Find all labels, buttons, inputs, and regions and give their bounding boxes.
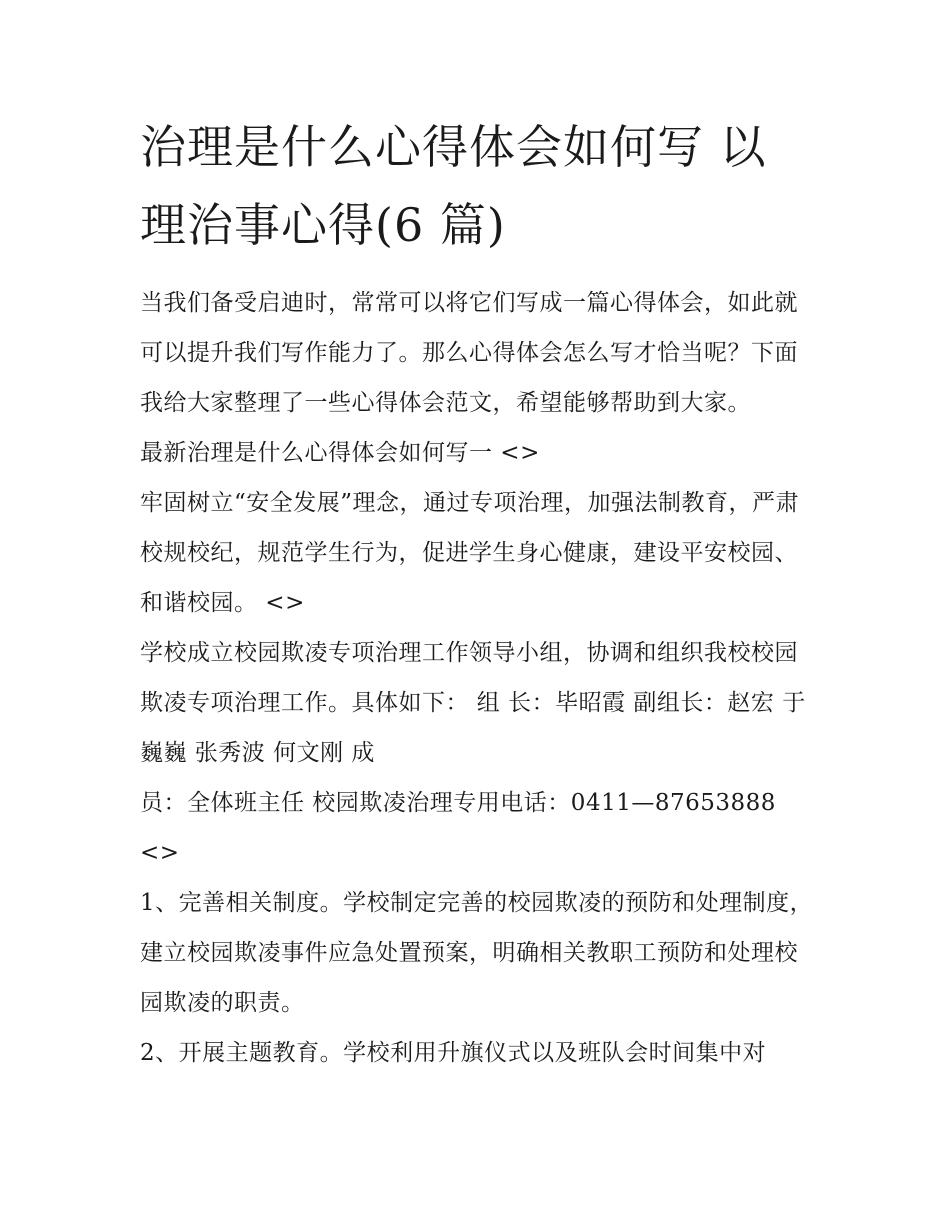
paragraph-item-2: 2、开展主题教育。学校利用升旗仪式以及班队会时间集中对 xyxy=(140,1040,767,1066)
paragraph-section-heading: 最新治理是什么心得体会如何写一 <> xyxy=(140,440,540,466)
paragraph-intro: 当我们备受启迪时，常常可以将它们写成一篇心得体会，如此就可以提升我们写作能力了。那么心得体会怎么写才恰当呢？下面我给大家整理了一些心得体会范文，希望能够帮助到大家。 xyxy=(140,290,798,416)
paragraph-item-1: 1、完善相关制度。学校制定完善的校园欺凌的预防和处理制度，建立校园欺凌事件应急处置预案，明确相关教职工预防和处理校园欺凌的职责。 xyxy=(140,890,814,1016)
paragraph-goal: 牢固树立“安全发展”理念，通过专项治理，加强法制教育，严肃校规校纪，规范学生行为，促进学生身心健康，建设平安校园、和谐校园。 <> xyxy=(140,490,800,616)
title-line-1: 治理是什么心得体会如何写 以 xyxy=(140,120,767,174)
paragraph-leadership: 学校成立校园欺凌专项治理工作领导小组，协调和组织我校校园欺凌专项治理工作。具体如下： 组 长：毕昭霞 副组长：赵宏 于巍巍 张秀波 何文刚 成 xyxy=(140,640,806,766)
title-line-2: 理治事心得(6 篇) xyxy=(140,198,506,252)
document-body xyxy=(140,278,820,1078)
paragraph-members-phone: 员：全体班主任 校园欺凌治理专用电话：0411—87653888 <> xyxy=(140,790,776,866)
document-title xyxy=(140,108,820,264)
document-content xyxy=(140,108,820,1078)
